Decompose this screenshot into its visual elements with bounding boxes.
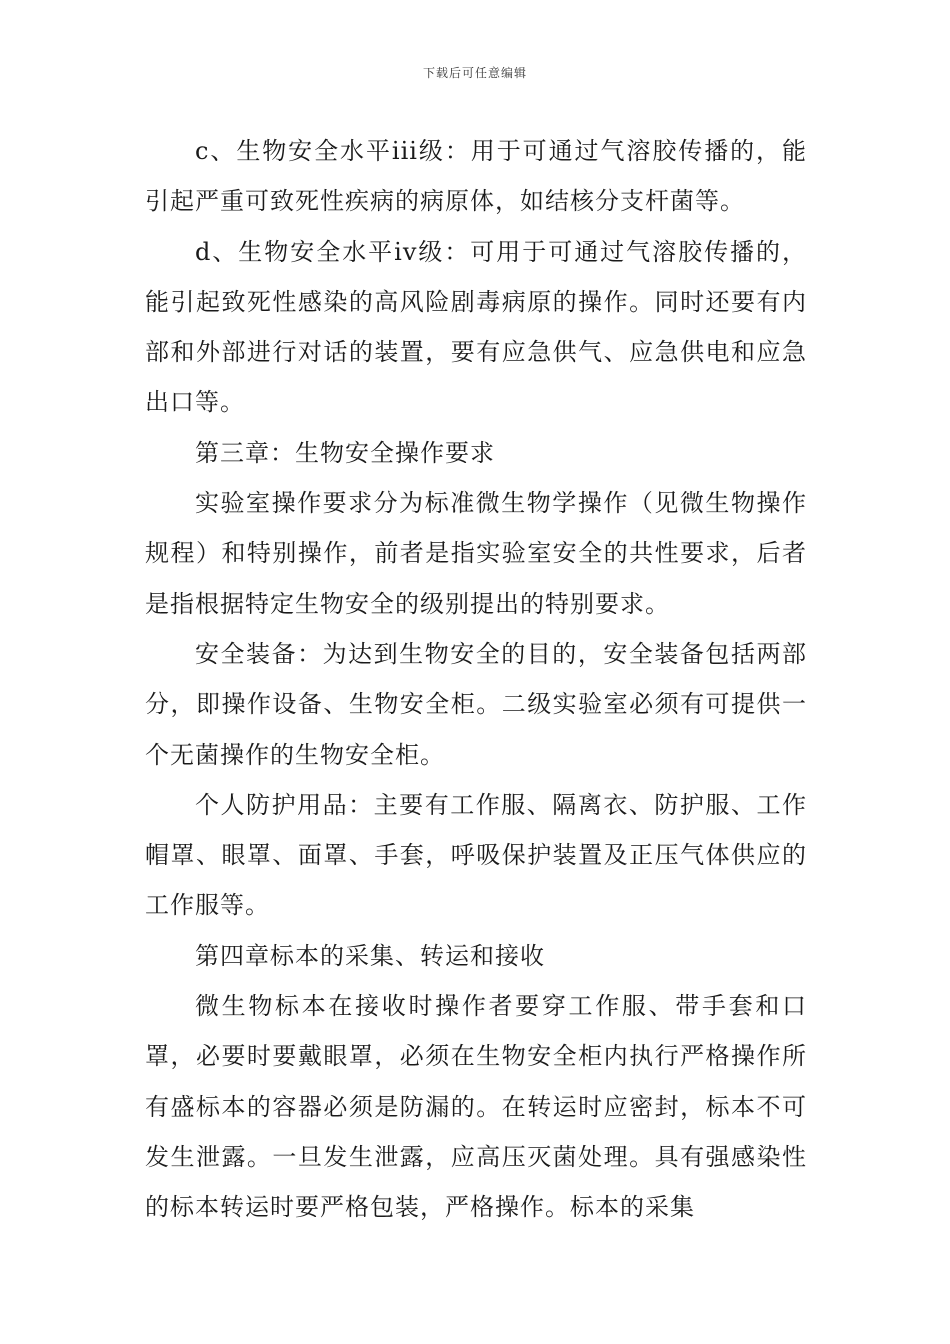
paragraph-biosafety-level-4: d、生物安全水平iv级：可用于可通过气溶胶传播的，能引起致死性感染的高风险剧毒病原的操作。同时还要有内部和外部进行对话的装置，要有应急供气、应急供电和应急出口等。 [145, 237, 807, 417]
chapter-4-heading: 第四章标本的采集、转运和接收 [195, 941, 545, 970]
paragraph-personal-protection: 个人防护用品：主要有工作服、隔离衣、防护服、工作帽罩、眼罩、面罩、手套，呼吸保护装置及正压气体供应的工作服等。 [145, 790, 807, 920]
paragraph-specimen-handling: 微生物标本在接收时操作者要穿工作服、带手套和口罩，必要时要戴眼罩，必须在生物安全柜内执行严格操作所有盛标本的容器必须是防漏的。在转运时应密封，标本不可发生泄露。一旦发生泄露，应高压灭菌处理。具有强感染性的标本转运时要严格包装，严格操作。标本的采集 [145, 992, 807, 1222]
chapter-3-heading: 第三章：生物安全操作要求 [195, 438, 495, 467]
page-header: 下载后可任意编辑 [422, 66, 527, 80]
paragraph-biosafety-level-3: c、生物安全水平iii级：用于可通过气溶胶传播的，能引起严重可致死性疾病的病原体，如结核分支杆菌等。 [145, 137, 807, 216]
document-body [145, 126, 807, 1233]
paragraph-operation-requirements: 实验室操作要求分为标准微生物学操作（见微生物操作规程）和特别操作，前者是指实验室安全的共性要求，后者是指根据特定生物安全的级别提出的特别要求。 [145, 489, 807, 618]
paragraph-safety-equipment: 安全装备：为达到生物安全的目的，安全装备包括两部分，即操作设备、生物安全柜。二级实验室必须有可提供一个无菌操作的生物安全柜。 [145, 639, 807, 769]
